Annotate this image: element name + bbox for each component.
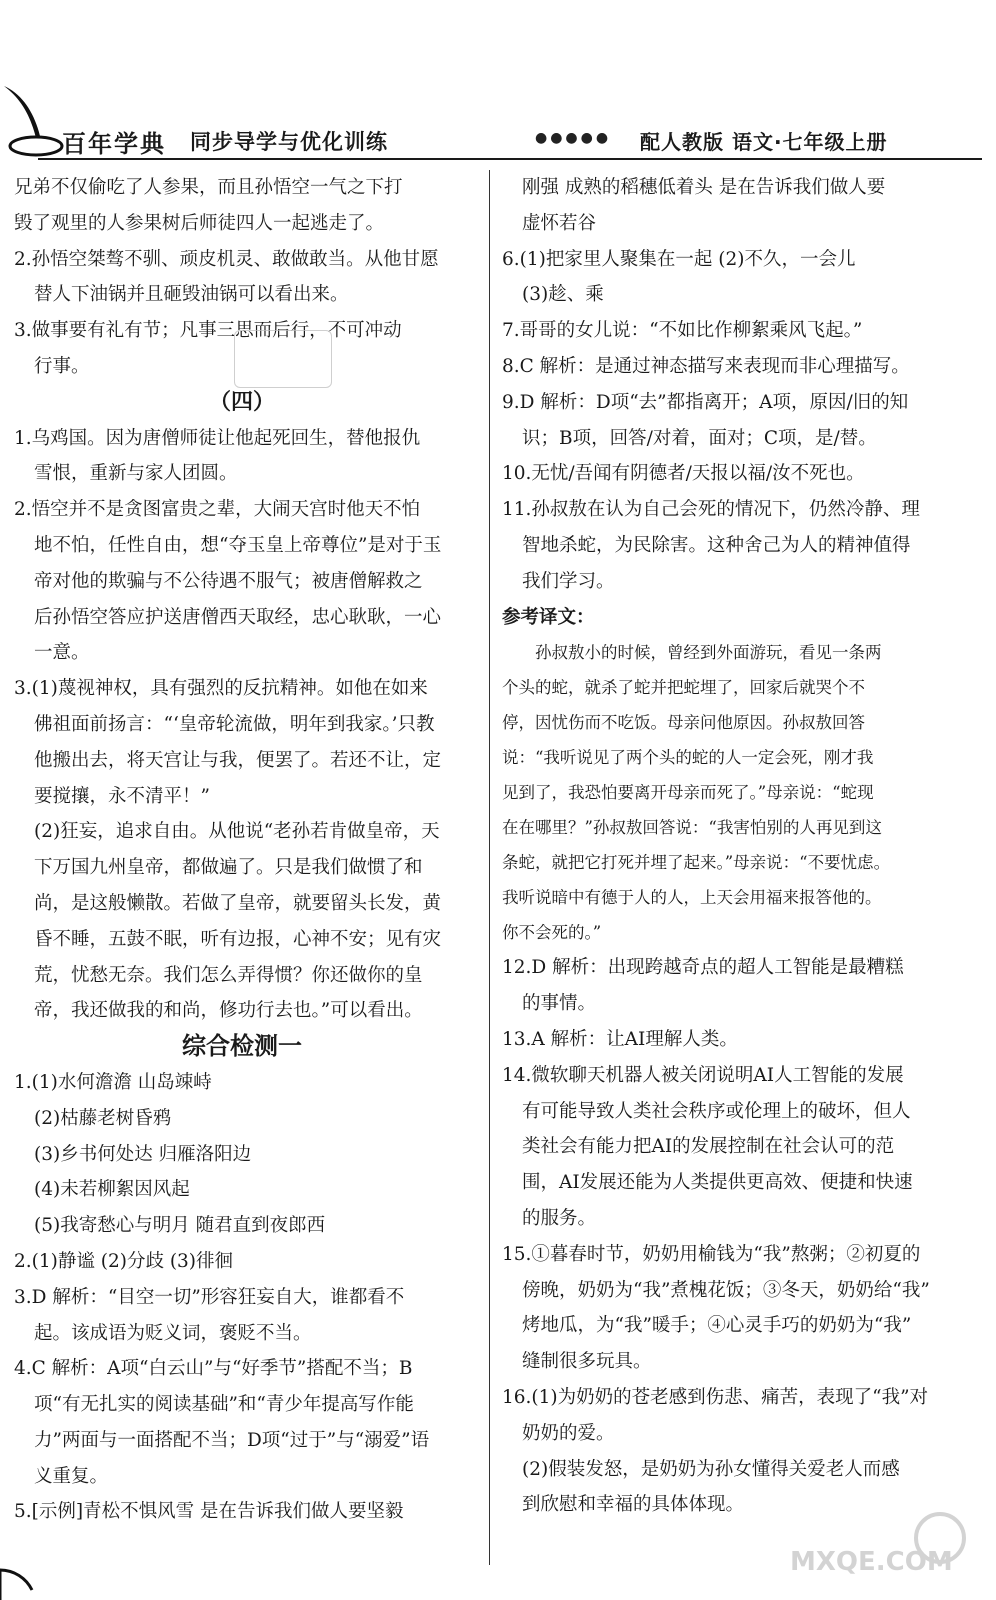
text-line: 6.(1)把家里人聚集在一起 (2)不久，一会儿 [502,248,856,270]
text-line: 智地杀蛇，为民除害。这种舍己为人的精神值得 [522,534,911,556]
text-line: (2)狂妄，追求自由。从他说“老孙若肯做皇帝，天 [34,821,440,843]
text-line: 帝对他的欺骗与不公待遇不服气；被唐僧解救之 [34,570,423,592]
text-line: (3)乡书何处达 归雁洛阳边 [34,1143,252,1165]
section-title: （四） [208,388,275,415]
series-subtitle: 同步导学与优化训练 [190,130,388,154]
site-watermark-logo [790,1508,970,1578]
text-line: 奶奶的爱。 [522,1422,615,1444]
text-line: 识；B项，回答/对着，面对；C项，是/替。 [522,427,877,449]
text-line: 一意。 [34,642,90,664]
text-line: 雪恨，重新与家人团圆。 [34,463,238,485]
reference-label: 参考译文： [502,606,595,628]
text-line: 围，AI发展还能为人类提供更高效、便捷和快速 [522,1172,913,1194]
svg-text:MXQE.COM: MXQE.COM [790,1547,953,1577]
text-line: 傍晚，奶奶为“我”煮槐花饭；③冬天，奶奶给“我” [522,1279,930,1301]
text-line: 7.哥哥的女儿说：“不如比作柳絮乘风飞起。” [502,320,863,342]
text-line: 我们学习。 [522,570,615,592]
text-line: (5)我寄愁心与明月 随君直到夜郎西 [34,1215,326,1237]
text-line: 起。该成语为贬义词，褒贬不当。 [34,1322,312,1344]
text-line: 的事情。 [522,993,597,1015]
text-line: 力”两面与一面搭配不当；D项“过于”与“溺爱”语 [34,1429,430,1451]
text-line: 毁了观里的人参果树后师徒四人一起逃走了。 [14,212,385,234]
text-line: 13.A 解析：让AI理解人类。 [502,1028,738,1050]
text-line: 的服务。 [522,1207,597,1229]
text-line: 地不怕，任性自由，想“夺玉皇上帝尊位”是对于玉 [34,534,442,556]
text-line: 兄弟不仅偷吃了人参果，而且孙悟空一气之下打 [14,177,403,198]
text-line: 2.悟空并不是贪图富贵之辈，大闹天宫时他天不怕 [14,499,421,521]
text-line: 刚强 成熟的稻穗低着头 是在告诉我们做人要 [522,177,886,198]
text-line: 1.乌鸡国。因为唐僧师徒让他起死回生，替他报仇 [14,427,421,449]
text-line: 5.[示例]青松不惧风雪 是在告诉我们做人要坚毅 [14,1501,404,1523]
text-line: 4.C 解析：A项“白云山”与“好季节”搭配不当；B [14,1358,413,1380]
text-line: 1.(1)水何澹澹 山岛竦峙 [14,1071,212,1093]
text-line: 9.D 解析：D项“去”都指离开；A项，原因/旧的知 [502,391,909,413]
text-line: 3.D 解析：“目空一切”形容狂妄自大，谁都看不 [14,1286,405,1308]
translation-line: 个头的蛇，就杀了蛇并把蛇埋了，回家后就哭个不 [502,678,865,698]
page-header [0,80,996,160]
text-line: 15.①暮春时节，奶奶用榆钱为“我”熬粥；②初夏的 [502,1243,921,1265]
translation-line: 见到了，我恐怕要离开母亲而死了。”母亲说：“蛇现 [502,783,874,803]
translation-line: 停，因忧伤而不吃饭。母亲问他原因。孙叔敖回答 [502,713,865,733]
text-line: 虚怀若谷 [522,212,597,234]
text-line: 8.C 解析：是通过神态描写来表现而非心理描写。 [502,355,910,377]
text-line: 2.孙悟空桀骜不驯、顽皮机灵、敢做敢当。从他甘愿 [14,248,439,270]
text-line: 后孙悟空答应护送唐僧西天取经，忠心耿耿，一心 [34,606,442,628]
edition-label: 配人教版 语文·七年级上册 [640,130,888,154]
text-line: 到欣慰和幸福的具体体现。 [522,1494,745,1516]
text-line: (3)趁、乘 [522,284,604,306]
text-line: (2)假装发怒，是奶奶为孙女懂得关爱老人而感 [522,1458,900,1480]
text-line: 类社会有能力把AI的发展控制在社会认可的范 [522,1136,895,1158]
text-line: 帝，我还做我的和尚，修功行去也。”可以看出。 [34,1000,423,1022]
text-line: 项“有无扎实的阅读基础”和“青少年提高写作能 [34,1394,414,1416]
text-line: 尚，是这般懒散。若做了皇帝，就要留头长发，黄 [34,892,442,914]
text-line: 10.无忧/吾闻有阴德者/天报以福/汝不死也。 [502,463,865,485]
header-rule [38,158,982,160]
text-line: 荒，忧愁无奈。我们怎么弄得惯？你还做你的皇 [34,964,423,986]
translation-line: 在在哪里？”孙叔敖回答说：“我害怕别的人再见到这 [502,818,882,838]
translation-line: 条蛇，就把它打死并埋了起来。”母亲说：“不要忧虑。 [502,853,891,873]
text-line: 替人下油锅并且砸毁油锅可以看出来。 [34,284,349,306]
text-line: 佛祖面前扬言：“‘皇帝轮流做，明年到我家。’只教 [34,713,435,735]
text-line: 12.D 解析：出现跨越奇点的超人工智能是最糟糕 [502,957,904,979]
right-column [502,170,972,1523]
brand-title: 百年学典 [62,130,166,158]
translation-line: 说：“我听说见了两个头的蛇的人一定会死，刚才我 [502,748,874,768]
text-line: (4)未若柳絮因风起 [34,1179,190,1201]
text-line: 14.微软聊天机器人被关闭说明AI人工智能的发展 [502,1064,904,1086]
text-line: 11.孙叔敖在认为自己会死的情况下，仍然冷静、理 [502,499,920,521]
text-line: 16.(1)为奶奶的苍老感到伤悲、痛苦，表现了“我”对 [502,1386,929,1408]
text-line: 烤地瓜，为“我”暖手；④心灵手巧的奶奶为“我” [522,1315,912,1337]
text-line: 下万国九州皇帝，都做遍了。只是我们做惯了和 [34,857,423,879]
text-line: 有可能导致人类社会秩序或伦理上的破坏，但人 [522,1100,911,1122]
text-line: 缝制很多玩具。 [522,1351,652,1373]
text-line: 要搅攘，永不清平！” [34,785,210,807]
text-line: 他搬出去，将天宫让与我，便罢了。若还不让，定 [34,749,442,771]
page-corner-ornament [0,1560,48,1600]
text-line: (2)枯藤老树昏鸦 [34,1107,172,1129]
text-line: 昏不睡，五鼓不眠，听有边报，心神不安；见有灾 [34,928,442,950]
test-title: 综合检测一 [182,1032,302,1061]
faint-stamp [234,330,332,388]
quill-pen-icon [0,80,70,160]
header-dots: ●●●●● [535,130,612,146]
translation-line: 我听说暗中有德于人的人，上天会用福来报答他的。 [502,888,882,908]
text-line: 3.(1)蔑视神权，具有强烈的反抗精神。如他在如来 [14,678,428,700]
translation-line: 你不会死的。” [502,923,602,943]
text-line: 3.做事要有礼有节；凡事三思而后行，不可冲动 [14,320,402,342]
column-divider [489,170,490,1565]
text-line: 行事。 [34,355,90,377]
text-line: 义重复。 [34,1465,109,1487]
text-line: 2.(1)静谧 (2)分歧 (3)徘徊 [14,1250,234,1272]
translation-line: 孙叔敖小的时候，曾经到外面游玩，看见一条两 [535,643,882,663]
